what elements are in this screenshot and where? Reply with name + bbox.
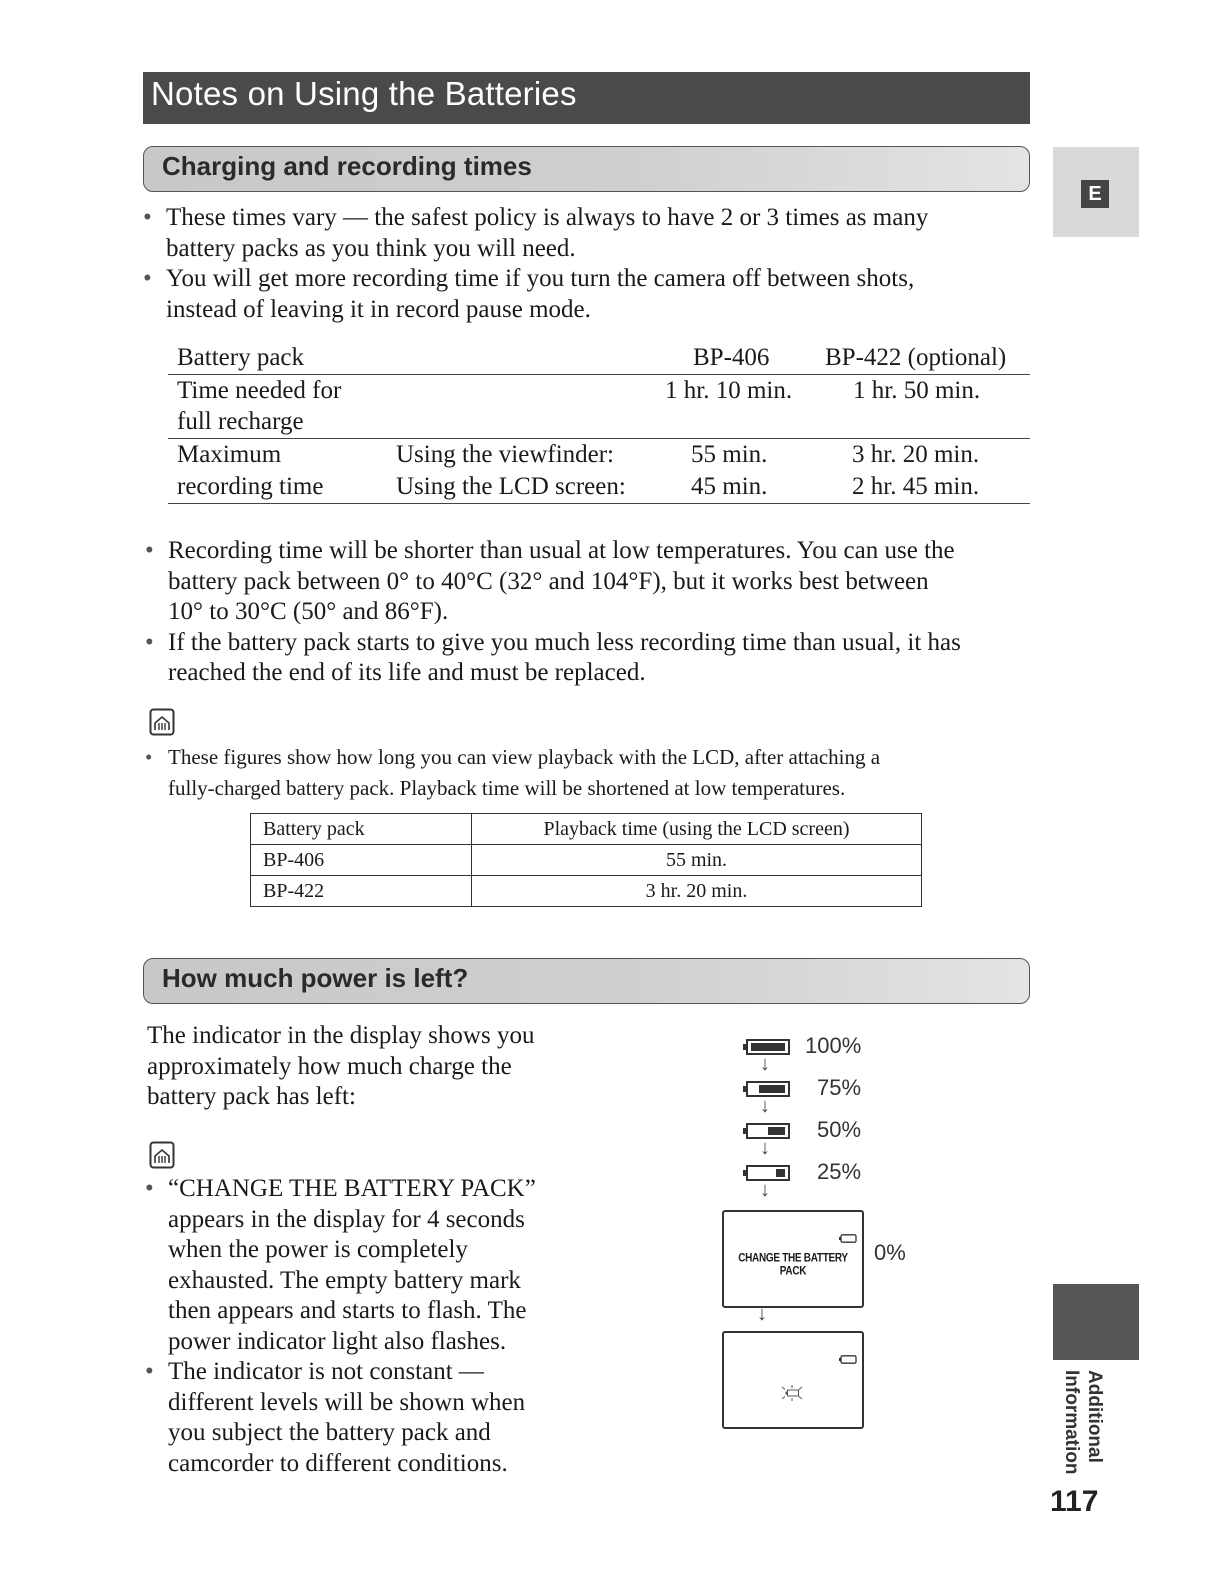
down-arrow-icon: ↓: [760, 1137, 770, 1159]
bullet-line: fully-charged battery pack. Playback time will be shortened at low temperatures.: [168, 776, 846, 800]
battery-level-label: 75%: [817, 1075, 862, 1100]
battery-level-row: [743, 1075, 943, 1117]
recording-label: Maximum: [177, 441, 282, 468]
empty-battery-icon: [839, 1355, 857, 1364]
table-cell: BP-422: [251, 876, 472, 907]
bullet-line: • Recording time will be shorter than usual at low temperatures. You can use the: [168, 537, 955, 564]
battery-level-label: 100%: [805, 1033, 862, 1058]
bullet-line: you subject the battery pack and: [168, 1419, 491, 1446]
lcd-bp406: 45 min.: [691, 473, 768, 500]
table-row: [168, 471, 1030, 503]
note-icon: [149, 1141, 175, 1169]
battery-level-row: [743, 1159, 943, 1201]
bullet-item: [143, 264, 1023, 325]
charging-bullets: [143, 203, 1023, 325]
recording-label-2: recording time: [177, 473, 324, 500]
recharge-label: Time needed for: [177, 377, 342, 404]
bullet-line: camcorder to different conditions.: [168, 1449, 508, 1477]
viewfinder-label: Using the viewfinder:: [396, 441, 615, 468]
charge-table: [168, 342, 1030, 504]
section-heading-charging: Charging and recording times: [143, 146, 1030, 192]
recharge-bp406: 1 hr. 10 min.: [665, 377, 793, 404]
language-tab-letter: E: [1081, 180, 1109, 208]
playback-table: [250, 813, 922, 907]
viewfinder-bp406: 55 min.: [691, 441, 768, 468]
bullet-line: reached the end of its life and must be replaced.: [168, 659, 646, 686]
bullet-line: battery packs as you think you will need.: [166, 234, 576, 262]
table-header-row: [168, 342, 1030, 374]
section-heading-power: How much power is left?: [143, 958, 1030, 1004]
table-divider: [168, 503, 1030, 504]
bullet-line: different levels will be shown when: [168, 1388, 526, 1416]
battery-level-label: 50%: [817, 1117, 862, 1142]
table-row: [168, 406, 1030, 438]
table-row: [251, 876, 922, 907]
page-title: Notes on Using the Batteries: [143, 72, 1030, 124]
header-bp406: BP-406: [693, 344, 770, 371]
playback-note: [145, 742, 1025, 804]
bullet-line: battery pack between 0° to 40°C (32° and 104°F), but it works best between: [168, 567, 929, 595]
bullet-line: • These figures show how long you can view playback with the LCD, after attaching a: [168, 745, 881, 769]
bullet-line: instead of leaving it in record pause mode.: [166, 295, 591, 323]
note-icon: [149, 708, 175, 736]
lcd-label: Using the LCD screen:: [396, 473, 626, 500]
table-row: [168, 439, 1030, 471]
section-tab-block: [1053, 1284, 1139, 1360]
header-bp422: BP-422 (optional): [825, 344, 1007, 371]
bullet-item: [145, 1357, 605, 1479]
temperature-bullets: [145, 536, 1035, 689]
intro-line: approximately how much charge the: [147, 1052, 512, 1080]
header-battery-pack: Battery pack: [251, 814, 472, 845]
down-arrow-icon: ↓: [760, 1179, 770, 1201]
bullet-item: [145, 628, 1035, 689]
zero-percent-label: 0%: [874, 1240, 906, 1265]
table-row: [168, 375, 1030, 406]
bullet-line: • The indicator is not constant —: [168, 1358, 484, 1385]
battery-level-row: [743, 1117, 943, 1159]
table-cell: 3 hr. 20 min.: [472, 876, 922, 907]
flashing-battery-icon: [779, 1385, 805, 1401]
down-arrow-icon: ↓: [760, 1053, 770, 1075]
change-battery-display: [722, 1210, 864, 1308]
bullet-item: [145, 742, 1025, 804]
header-playback-time: Playback time (using the LCD screen): [472, 814, 922, 845]
bullet-item: [143, 203, 1023, 264]
power-intro: [147, 1021, 587, 1113]
table-row: [251, 845, 922, 876]
bullet-item: [145, 1174, 605, 1357]
bullet-line: • These times vary — the safest policy is always to have 2 or 3 times as many: [166, 204, 929, 231]
down-arrow-icon: ↓: [760, 1095, 770, 1117]
change-battery-message: CHANGE THE BATTERY PACK: [738, 1251, 848, 1279]
power-note-bullets: [145, 1174, 605, 1479]
header-battery-pack: Battery pack: [177, 344, 305, 371]
battery-level-list: [743, 1033, 943, 1201]
bullet-line: • You will get more recording time if you turn the camera off between shots,: [166, 265, 915, 292]
bullet-line: • If the battery pack starts to give you much less recording time than usual, it has: [168, 628, 961, 656]
table-cell: BP-406: [251, 845, 472, 876]
recharge-label-2: full recharge: [177, 408, 304, 435]
table-header-row: [251, 814, 922, 845]
bullet-line: 10° to 30°C (50° and 86°F).: [168, 598, 449, 625]
intro-line: The indicator in the display shows you: [147, 1022, 535, 1049]
bullet-line: when the power is completely: [168, 1236, 468, 1263]
intro-line: battery pack has left:: [147, 1083, 356, 1110]
bullet-line: exhausted. The empty battery mark: [168, 1266, 521, 1294]
bullet-line: power indicator light also flashes.: [168, 1327, 507, 1355]
viewfinder-bp422: 3 hr. 20 min.: [852, 441, 980, 468]
empty-battery-icon: [839, 1234, 857, 1243]
lcd-bp422: 2 hr. 45 min.: [852, 473, 980, 500]
bullet-line: appears in the display for 4 seconds: [168, 1205, 525, 1233]
section-tab-label: Additional Information: [1061, 1370, 1105, 1475]
recharge-bp422: 1 hr. 50 min.: [853, 377, 981, 404]
battery-level-label: 25%: [817, 1159, 862, 1184]
bullet-line: • “CHANGE THE BATTERY PACK”: [168, 1175, 536, 1202]
page-number: 117: [1050, 1485, 1099, 1518]
down-arrow-icon: ↓: [757, 1303, 767, 1325]
bullet-item: [145, 536, 1035, 628]
table-cell: 55 min.: [472, 845, 922, 876]
battery-level-row: [743, 1033, 943, 1075]
empty-battery-display: [722, 1331, 864, 1429]
bullet-line: then appears and starts to flash. The: [168, 1297, 527, 1324]
